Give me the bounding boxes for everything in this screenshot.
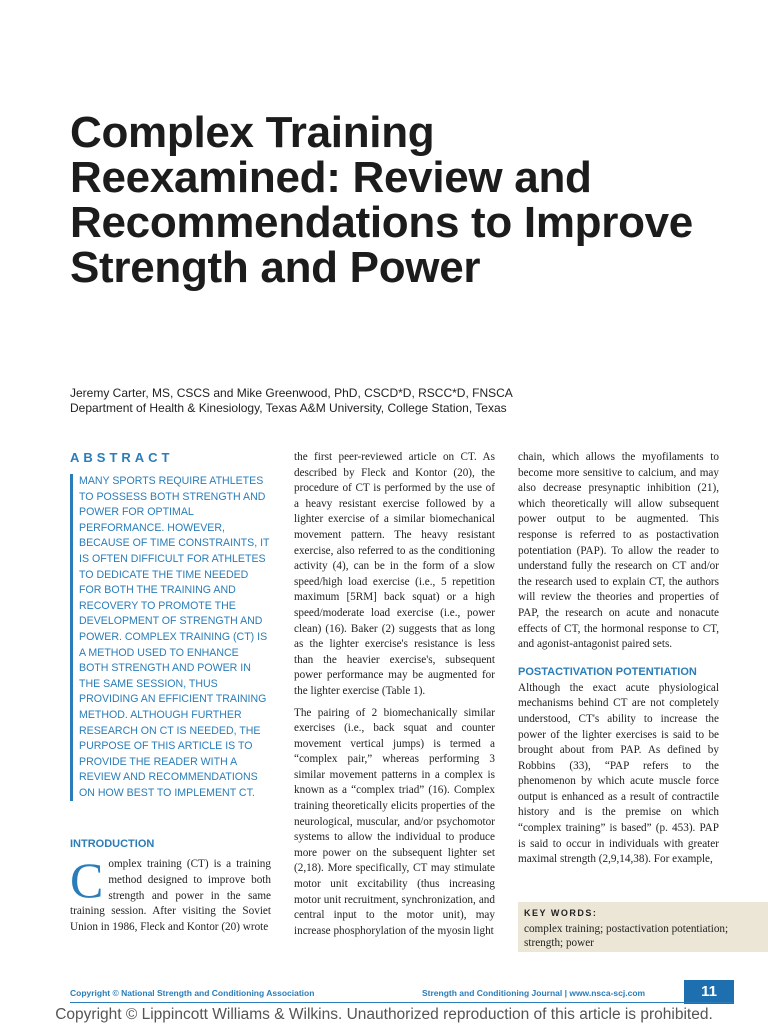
article-title: Complex Training Reexamined: Review and Recommendations to Improve Strength and Power xyxy=(70,108,693,292)
pap-heading: POSTACTIVATION POTENTIATION xyxy=(518,665,697,678)
keywords-text: complex training; postactivation potentiation; strength; power xyxy=(524,923,729,949)
introduction-paragraph-2-continued: chain, which allows the myofilaments to become more sensitive to calcium, and may also decrease presynaptic inhibition (21), which theoretically will allow subsequent power output to be augmented. This response is referred to as postactivation potentiation (PAP). To allow the reader to understand fully the research on CT and/or the research used to explain CT, the authors will review the theories and properties of PAP, the research on acute and nonacute effects of CT, the hormonal response to CT, and agonist-antagonist paired sets. xyxy=(518,451,719,651)
abstract-text: MANY SPORTS REQUIRE ATHLETES TO POSSESS BOTH STRENGTH AND POWER FOR OPTIMAL PERFORMANCE. HOWEVER, BECAUSE OF TIME CONSTRAINTS, IT IS OFTEN DIFFICULT FOR ATHLETES TO DEDICATE THE TIME NEEDED FOR BOTH THE TRAINING AND RECOVERY TO PROMOTE THE DEVELOPMENT OF STRENGTH AND POWER. COMPLEX TRAINING (CT) IS A METHOD USED TO ENHANCE BOTH STRENGTH AND POWER IN THE SAME SESSION, THUS PROVIDING AN EFFICIENT TRAINING METHOD. ALTHOUGH FURTHER RESEARCH ON CT IS NEEDED, THE PURPOSE OF THIS ARTICLE IS TO PROVIDE THE READER WITH A REVIEW AND RECOMMENDATIONS ON HOW BEST TO IMPLEMENT CT. xyxy=(70,474,271,801)
column-3 xyxy=(518,450,719,868)
footer-rule xyxy=(70,1002,734,1003)
pap-text: Although the exact acute physiological mechanisms behind CT are not completely understood, CT's ability to increase the power of the lighter exercises is said to be brought about from PAP. As defined by Robbins (33), “PAP refers to the phenomenon by which acute muscle force output is enhanced as a result of contractile history and is the premise on which “complex training” is based” (p. 453). PAP is said to occur in individuals with greater maximal strength (2,9,14,38). For example, xyxy=(518,681,719,866)
page-number: 11 xyxy=(684,980,734,1004)
keywords-heading: KEY WORDS: xyxy=(524,908,598,918)
column-2 xyxy=(294,450,495,939)
author-affiliation: Department of Health & Kinesiology, Texas A&M University, College Station, Texas xyxy=(70,401,507,415)
abstract-heading: ABSTRACT xyxy=(70,450,174,465)
introduction-text-continued: the first peer-reviewed article on CT. As described by Fleck and Kontor (20), the procedure of CT is performed by the use of a heavy resistant exercise followed by a lighter exercise of a similar biomechanical movement pattern. The heavy resistant exercise, also referred to as the conditioning activity (4), can be in the form of a slow speed/high load exercise (i.e., 5 repetition maximum [5RM] back squat) or a high speed/moderate load exercise (i.e., power clean) (16). Baker (2) suggests that as long as the lighter exercise's resistance is less than the heavier exercise's, subsequent power performance may be augmented for the lighter exercise (Table 1). xyxy=(294,451,495,697)
introduction-paragraph xyxy=(70,852,271,935)
footer-journal: Strength and Conditioning Journal | www.nsca-scj.com xyxy=(422,988,646,998)
introduction-text: omplex training (CT) is a training method designed to improve both strength and power in the same training session. After visiting the Soviet Union in 1986, Fleck and Kontor (20) wrote xyxy=(70,858,271,933)
introduction-heading: INTRODUCTION xyxy=(70,838,155,851)
introduction-paragraph-2: The pairing of 2 biomechanically similar exercises (i.e., back squat and counter movement vertical jumps) is termed a “complex pair,” whereas performing 3 similar movement patterns in a complex is known as a “complex triad” (16). Complex training theoretically elicits properties of the neurological, muscular, and/or psychomotor systems to allow the individual to produce more power on the subsequent lighter set (2,18). More specifically, CT may stimulate motor unit excitability (thus increasing motor unit recruitment, synchronization, and central input to the motor unit), may increase phosphorylation of the myosin light xyxy=(294,706,495,937)
drop-cap: C xyxy=(70,852,104,909)
footer-copyright: Copyright © National Strength and Conditioning Association xyxy=(70,988,315,998)
author-block xyxy=(70,386,730,416)
author-names: Jeremy Carter, MS, CSCS and Mike Greenwood, PhD, CSCD*D, RSCC*D, FNSCA xyxy=(70,386,513,400)
keywords-box xyxy=(518,902,768,952)
column-1 xyxy=(70,450,271,935)
copyright-banner: Copyright © Lippincott Williams & Wilkins. Unauthorized reproduction of this article is prohibited. xyxy=(55,1006,713,1023)
